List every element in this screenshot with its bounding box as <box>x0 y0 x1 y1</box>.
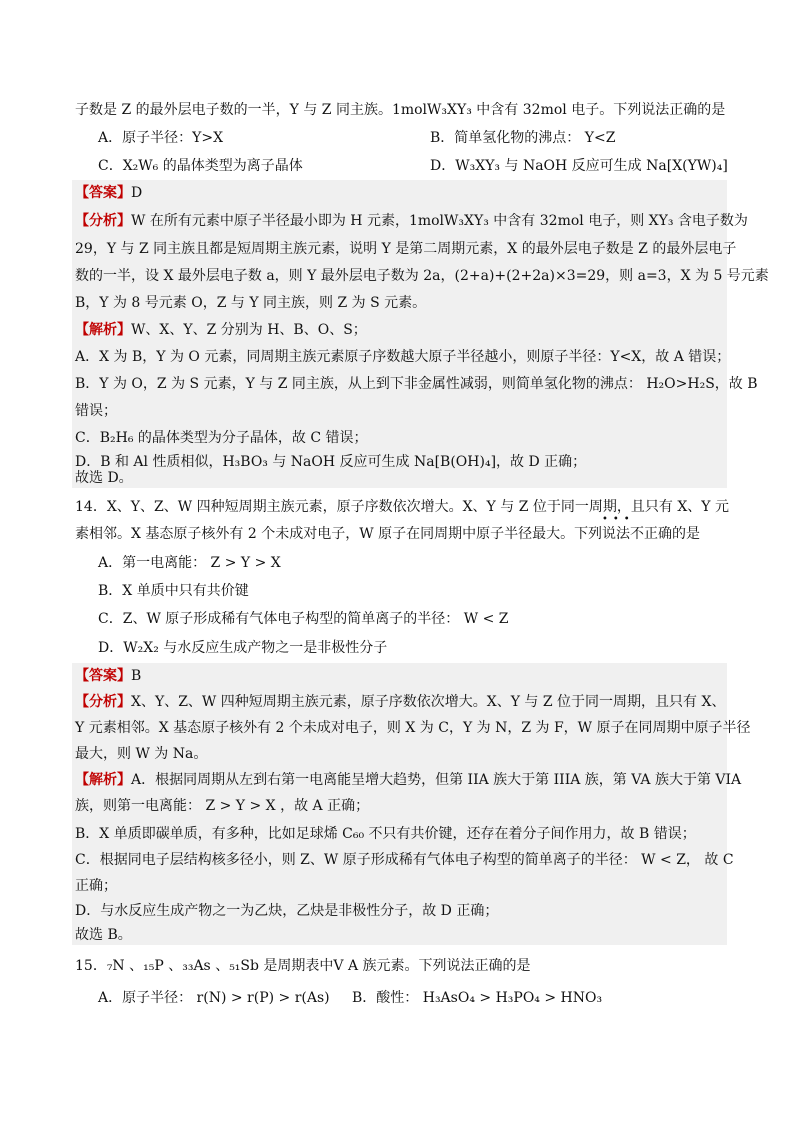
q13-solution-line: 【解析】W、X、Y、Z 分别为 H、B、O、S； <box>75 322 367 338</box>
q14-solution-line: D．与水反应生成产物之一为乙炔，乙炔是非极性分子，故 D 正确； <box>75 903 499 919</box>
q13-option-d: D．W₃XY₃ 与 NaOH 反应可生成 Na[X(YW)₄] <box>430 158 728 174</box>
q14-solution-line: B．X 单质即碳单质，有多种，比如足球烯 C₆₀ 不只有共价键，还存在着分子间作用力，故 B 错误； <box>75 826 696 842</box>
emphasis-dots: ••• <box>602 514 635 525</box>
q13-solution-line: 错误； <box>75 403 117 419</box>
q14-option-a: A．第一电离能： Z > Y > X <box>98 555 281 571</box>
q13-analysis-line: 29，Y 与 Z 同主族且都是短周期主族元素，说明 Y 是第二周期元素，X 的最外层电子数是 Z 的最外层电子 <box>75 241 737 257</box>
q13-analysis-line: 【分析】W 在所有元素中原子半径最小即为 H 元素，1molW₃XY₃ 中含有 32mol 电子，则 XY₃ 含电子数为 <box>75 213 748 229</box>
q13-stem-line: 子数是 Z 的最外层电子数的一半，Y 与 Z 同主族。1molW₃XY₃ 中含有 32mol 电子。下列说法正确的是 <box>75 102 726 118</box>
q13-solution-line: 故选 D。 <box>75 470 133 486</box>
q15-stem-line: 15．₇N 、₁₅P 、₃₃As 、₅₁Sb 是周期表中Ⅴ A 族元素。下列说法正确的是 <box>75 958 531 974</box>
q14-solution-line: 正确； <box>75 878 117 894</box>
q14-answer: 【答案】B <box>75 668 142 684</box>
q14-option-b: B．X 单质中只有共价键 <box>98 583 249 599</box>
q13-solution-line: B．Y 为 O，Z 为 S 元素，Y 与 Z 同主族，从上到下非金属性减弱，则简单氢化物的沸点： H₂O>H₂S，故 B <box>75 376 758 392</box>
q14-stem-line: 素相邻。X 基态原子核外有 2 个未成对电子，W 原子在同周期中原子半径最大。下列说法不正确的是 <box>75 526 701 542</box>
q13-option-b: B．简单氢化物的沸点： Y<Z <box>430 130 616 146</box>
q14-solution-line: 故选 B。 <box>75 927 132 943</box>
q14-solution-line: 【解析】A．根据同周期从左到右第一电离能呈增大趋势，但第 IIA 族大于第 IIIA 族，第 VA 族大于第 VIA <box>75 772 742 788</box>
q13-option-a: A．原子半径：Y>X <box>98 130 224 146</box>
q13-analysis-line: B，Y 为 8 号元素 O，Z 与 Y 同主族，则 Z 为 S 元素。 <box>75 295 427 311</box>
q15-option-a: A．原子半径： r(N) > r(P) > r(As) <box>98 990 330 1006</box>
q14-analysis-line: 最大，则 W 为 Na。 <box>75 746 208 762</box>
q14-option-d: D．W₂X₂ 与水反应生成产物之一是非极性分子 <box>98 640 388 656</box>
q14-option-c: C．Z、W 原子形成稀有气体电子构型的简单离子的半径： W < Z <box>98 611 509 627</box>
q14-analysis-line: 【分析】X、Y、Z、W 四种短周期主族元素，原子序数依次增大。X、Y 与 Z 位于同一周期，且只有 X、 <box>75 694 726 710</box>
q14-solution-line: C．根据同电子层结构核多径小，则 Z、W 原子形成稀有气体电子构型的简单离子的半径： W < Z， 故 C <box>75 852 734 868</box>
q13-option-c: C．X₂W₆ 的晶体类型为离子晶体 <box>98 158 303 174</box>
q14-stem-line: 14．X、Y、Z、W 四种短周期主族元素，原子序数依次增大。X、Y 与 Z 位于同一周期，且只有 X、Y 元 <box>75 499 729 515</box>
q14-solution-line: 族，则第一电离能： Z > Y > X ，故 A 正确； <box>75 798 370 814</box>
q15-option-b: B．酸性： H₃AsO₄ > H₃PO₄ > HNO₃ <box>352 990 603 1006</box>
q13-solution-line: A．X 为 B，Y 为 O 元素，同周期主族元素原子序数越大原子半径越小，则原子半径：Y<X，故 A 错误； <box>75 349 731 365</box>
q13-solution-line: D．B 和 Al 性质相似，H₃BO₃ 与 NaOH 反应可生成 Na[B(OH)₄]，故 D 正确； <box>75 454 587 470</box>
q14-analysis-line: Y 元素相邻。X 基态原子核外有 2 个未成对电子，则 X 为 C，Y 为 N，Z 为 F，W 原子在同周期中原子半径 <box>75 720 751 736</box>
q13-analysis-line: 数的一半，设 X 最外层电子数 a，则 Y 最外层电子数为 2a，(2+a)+(2+2a)×3=29，则 a=3，X 为 5 号元素 <box>75 268 769 284</box>
q13-answer: 【答案】D <box>75 185 143 201</box>
q13-solution-line: C．B₂H₆ 的晶体类型为分子晶体，故 C 错误； <box>75 430 368 446</box>
